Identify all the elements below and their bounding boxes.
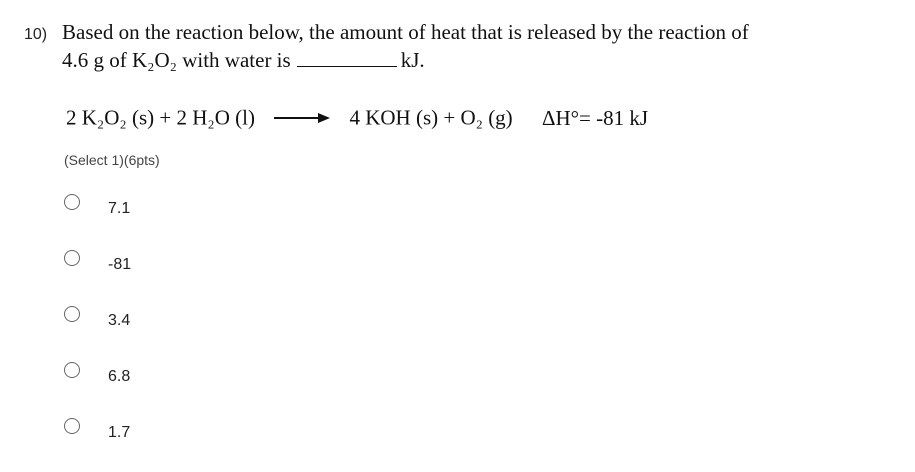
option-1[interactable] xyxy=(64,194,264,222)
option-label: 1.7 xyxy=(108,424,131,441)
question-line-2 xyxy=(62,46,882,74)
option-2[interactable] xyxy=(64,250,264,278)
question-line-1: Based on the reaction below, the amount of heat that is released by the reaction of xyxy=(62,20,749,44)
reaction-arrow-icon xyxy=(274,111,330,125)
equation-products: 4 KOH (s) + O₂ (g) xyxy=(349,105,513,130)
reaction-equation xyxy=(66,104,648,131)
radio-button[interactable] xyxy=(64,362,80,378)
option-label: 7.1 xyxy=(108,200,131,217)
question-meta: (Select 1)(6pts) xyxy=(64,152,160,168)
radio-button[interactable] xyxy=(64,250,80,266)
option-3[interactable] xyxy=(64,306,264,334)
option-label: -81 xyxy=(108,256,132,273)
equation-reactants: 2 K₂O₂ (s) + 2 H₂O (l) xyxy=(66,105,255,130)
radio-button[interactable] xyxy=(64,418,80,434)
equation-enthalpy: ΔH°= -81 kJ xyxy=(541,105,649,130)
option-4[interactable] xyxy=(64,362,264,390)
option-5[interactable] xyxy=(64,418,264,446)
option-label: 3.4 xyxy=(108,312,131,329)
question-line-2-unit: kJ. xyxy=(400,48,425,72)
radio-button[interactable] xyxy=(64,306,80,322)
question-line-2-text: 4.6 g of K₂O₂ with water is xyxy=(62,48,291,72)
option-label: 6.8 xyxy=(108,368,131,385)
answer-blank xyxy=(297,48,397,67)
question-text xyxy=(62,18,882,74)
radio-button[interactable] xyxy=(64,194,80,210)
question-number: 10) xyxy=(24,26,48,43)
